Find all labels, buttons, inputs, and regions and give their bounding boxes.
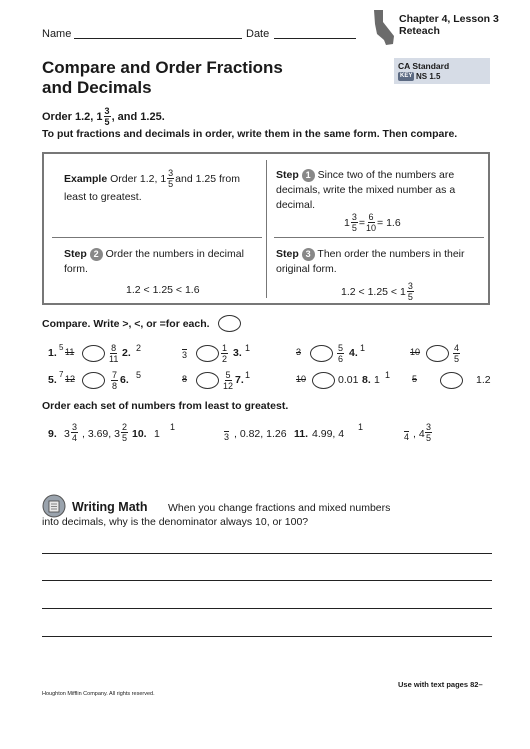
key-label: KEY: [400, 73, 413, 79]
answer-line-4[interactable]: [42, 636, 492, 637]
example-label: Example: [64, 172, 108, 185]
math-journal-icon: [42, 494, 66, 518]
date-label: Date: [246, 28, 270, 40]
answer-oval-5[interactable]: [82, 372, 105, 389]
answer-oval-3[interactable]: [310, 345, 333, 362]
order-row: 9. 3 $\frac{3}{4}$ , 3.69, 3 $\frac{2}{5}$ 10. 1 1 3 , 0.82, 1.26 11. 4.99, 4 1 4 , 4 $\frac{3}{5}$: [48, 422, 432, 443]
name-label: Name: [42, 28, 72, 40]
box-vertical-divider: [266, 160, 267, 298]
compare-row-2: 5. 7 12 $\frac{7}{8}$ 6. 5 8 $\frac{5}{12}$ 7. 1 10 0.01 8. 1 1 5 1.2: [48, 370, 491, 391]
compare-example-oval: [218, 315, 241, 332]
answer-oval-4[interactable]: [426, 345, 449, 362]
compare-heading: Compare. Write >, <, or =for each.: [42, 318, 210, 330]
california-icon: [372, 10, 396, 46]
compare-row-1: 1. 5 11 $\frac{8}{11}$ 2. 2 3 $\frac{1}{2}$ 3. 1 3 $\frac{5}{6}$ 4. 1 10 $\frac{4}{5}$: [48, 343, 460, 364]
step2-block: Step 2 Order the numbers in decimal form.: [64, 248, 244, 275]
box-left-rule: [52, 237, 262, 238]
step1-equation: 1 $\frac{3}{5}$ = $\frac{6}{10}$ = 1.6: [344, 212, 401, 233]
order-heading: Order each set of numbers from least to greatest.: [42, 400, 289, 412]
answer-line-3[interactable]: [42, 608, 492, 609]
box-right-rule: [274, 237, 484, 238]
writing-title: Writing Math: [72, 500, 148, 514]
date-line[interactable]: [274, 38, 356, 39]
answer-oval-2[interactable]: [196, 345, 219, 362]
name-line[interactable]: [74, 38, 242, 39]
standard-code: NS 1.5: [416, 72, 441, 81]
step2-badge: 2: [90, 248, 103, 261]
answer-oval-7[interactable]: [312, 372, 335, 389]
step3-result: 1.2 < 1.25 < 1 $\frac{3}{5}$: [341, 281, 413, 302]
answer-oval-8[interactable]: [440, 372, 463, 389]
footer-copyright: Houghton Mifflin Company. All rights reserved.: [42, 691, 155, 697]
example-block: Example Order 1.2, 1 $\frac{3}{5}$ and 1.25 from least to greatest.: [64, 168, 240, 203]
chapter-label: Chapter 4, Lesson 3: [399, 13, 499, 25]
page-title-line2: and Decimals: [42, 78, 152, 97]
answer-line-1[interactable]: [42, 553, 492, 554]
step3-badge: 3: [302, 248, 315, 261]
order-prompt: Order 1.2, 1 $\frac{3}{5}$ , and 1.25.: [42, 106, 165, 127]
writing-prompt-line2: into decimals, why is the denominator always 10, or 100?: [42, 516, 309, 528]
writing-prompt-line1: When you change fractions and mixed numbers: [168, 502, 391, 514]
standard-title: CA Standard: [398, 61, 450, 71]
step2-result: 1.2 < 1.25 < 1.6: [126, 284, 200, 296]
step1-block: Step 1 Since two of the numbers are decimals, write the mixed number as a decimal.: [276, 169, 456, 211]
instructions: To put fractions and decimals in order, write them in the same form. Then compare.: [42, 128, 458, 140]
step3-block: Step 3 Then order the numbers in their original form.: [276, 248, 465, 275]
key-badge: [398, 72, 414, 81]
footer-pages: Use with text pages 82–: [398, 680, 483, 689]
answer-oval-6[interactable]: [196, 372, 219, 389]
answer-oval-1[interactable]: [82, 345, 105, 362]
step1-badge: 1: [302, 169, 315, 182]
section-label: Reteach: [399, 25, 440, 37]
page-title: Compare and Order Fractions: [42, 58, 283, 77]
answer-line-2[interactable]: [42, 580, 492, 581]
